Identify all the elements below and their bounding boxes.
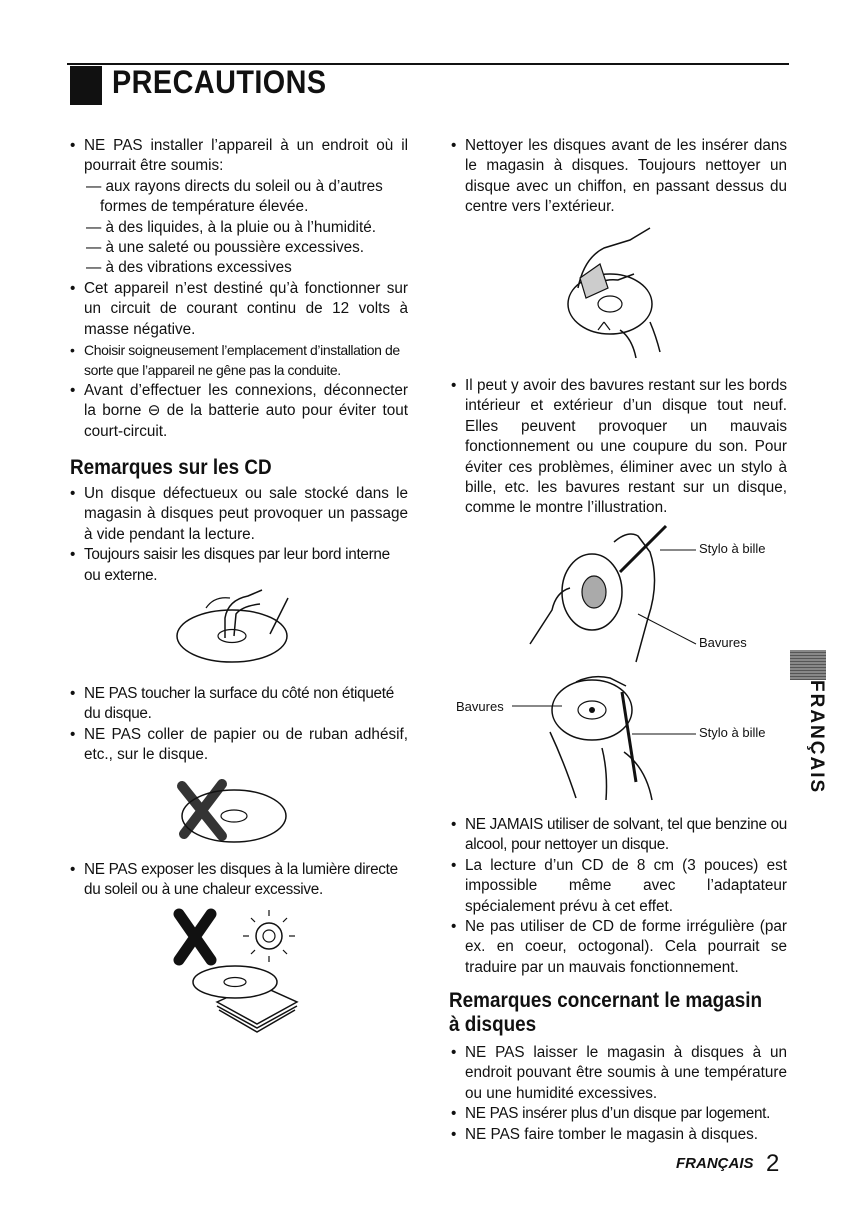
language-tab-label: FRANÇAIS <box>806 680 827 795</box>
language-tab-marker <box>790 650 826 680</box>
irregular-cd-note: • Ne pas utiliser de CD de forme irrégulière (par ex. en coeur, octogonal). Cela pourrait se traduire par un mauvais fonctionnement. <box>451 917 787 978</box>
precaution-sub-liquids: — à des liquides, à la pluie ou à l’humidité. <box>86 218 376 236</box>
magazine-note-environment: • NE PAS laisser le magasin à disques à un endroit pouvant être soumis à une température ou une humidité excessives. <box>451 1043 787 1104</box>
label-burrs-1: Bavures <box>699 635 747 650</box>
clean-disc-note: • Nettoyer les disques avant de les insérer dans le magasin à disques. Toujours nettoyer un disque avec un chiffon, en passant dessus du centre vers l’extérieur. <box>451 136 787 218</box>
no-solvent-note: • NE JAMAIS utiliser de solvant, tel que benzine ou alcool, pour nettoyer un disque. <box>451 815 787 856</box>
disc-no-touch-illustration <box>170 776 290 848</box>
precaution-12v: • Cet appareil n’est destiné qu’à fonctionner sur un circuit de courant continu de 12 volts à masse négative. <box>70 279 408 340</box>
magazine-heading-line2: à disques <box>449 1013 537 1036</box>
precaution-sub-sun: — aux rayons directs du soleil ou à d’autres formes de température élevée. <box>86 177 383 216</box>
label-burrs-2: Bavures <box>456 699 504 714</box>
page-number: 2 <box>766 1150 780 1177</box>
cd-section-heading-wrap <box>70 456 410 480</box>
precaution-location: • Choisir soigneusement l’emplacement d’installation de sorte que l’appareil ne gêne pas la conduite. <box>70 340 408 381</box>
disc-sunlight-illustration <box>165 902 315 1037</box>
8cm-cd-note: • La lecture d’un CD de 8 cm (3 pouces) est impossible même avec l’adaptateur spécialement prévu à cet effet. <box>451 856 787 917</box>
title-block-marker <box>70 66 102 105</box>
cd-notes-c <box>70 860 408 901</box>
cd-note-defective: • Un disque défectueux ou sale stocké dans le magasin à disques peut provoquer un passage à vide pendant la lecture. <box>70 484 408 545</box>
deburring-illustration-1 <box>510 522 710 667</box>
magazine-note-one-disc: • NE PAS insérer plus d’un disque par logement. <box>451 1104 787 1124</box>
left-column <box>70 136 408 442</box>
precaution-sub-vibration: — à des vibrations excessives <box>86 259 292 277</box>
disc-cleaning-illustration <box>560 218 670 368</box>
right-col-b <box>451 376 787 519</box>
footer-language: FRANÇAIS <box>676 1155 754 1172</box>
deburring-illustration-2 <box>506 672 706 802</box>
cd-note-no-tape: • NE PAS coller de papier ou de ruban adhésif, etc., sur le disque. <box>70 725 408 766</box>
precaution-sub-dirt: — à une saleté ou poussière excessives. <box>86 239 365 257</box>
magazine-heading-line1: Remarques concernant le magasin <box>449 989 763 1012</box>
precaution-install: • NE PAS installer l’appareil à un endroit où il pourrait être soumis: <box>70 136 408 177</box>
cd-note-no-touch: • NE PAS toucher la surface du côté non étiqueté du disque. <box>70 684 408 725</box>
right-col-c <box>451 815 787 978</box>
cd-note-handling: • Toujours saisir les disques par leur bord interne ou externe. <box>70 545 408 586</box>
right-col-a <box>451 136 787 218</box>
magazine-heading-wrap <box>449 989 809 1037</box>
precaution-battery: • Avant d’effectuer les connexions, déconnecter la borne ⊖ de la batterie auto pour éviter tout court-circuit. <box>70 381 408 442</box>
cd-note-no-sun: • NE PAS exposer les disques à la lumière directe du soleil ou à une chaleur excessive. <box>70 860 408 901</box>
right-col-d <box>451 1043 787 1145</box>
label-ballpoint-1: Stylo à bille <box>699 541 766 556</box>
magazine-note-no-drop: • NE PAS faire tomber le magasin à disques. <box>451 1125 787 1145</box>
cd-notes-b <box>70 684 408 766</box>
label-ballpoint-2: Stylo à bille <box>699 725 766 740</box>
cd-section-heading: Remarques sur les CD <box>70 456 272 479</box>
disc-handling-illustration <box>170 578 300 672</box>
page-title: PRECAUTIONS <box>112 64 327 100</box>
cd-notes-a <box>70 484 408 586</box>
burrs-note: • Il peut y avoir des bavures restant sur les bords intérieur et extérieur d’un disque tout neuf. Elles peuvent provoquer un mauvais fonctionnement ou une coupure du son. Pour éviter ces problèmes, éliminer avec un stylo à bille, etc. les bavures restant sur un disque, comme le montre l’illustration. <box>451 376 787 519</box>
